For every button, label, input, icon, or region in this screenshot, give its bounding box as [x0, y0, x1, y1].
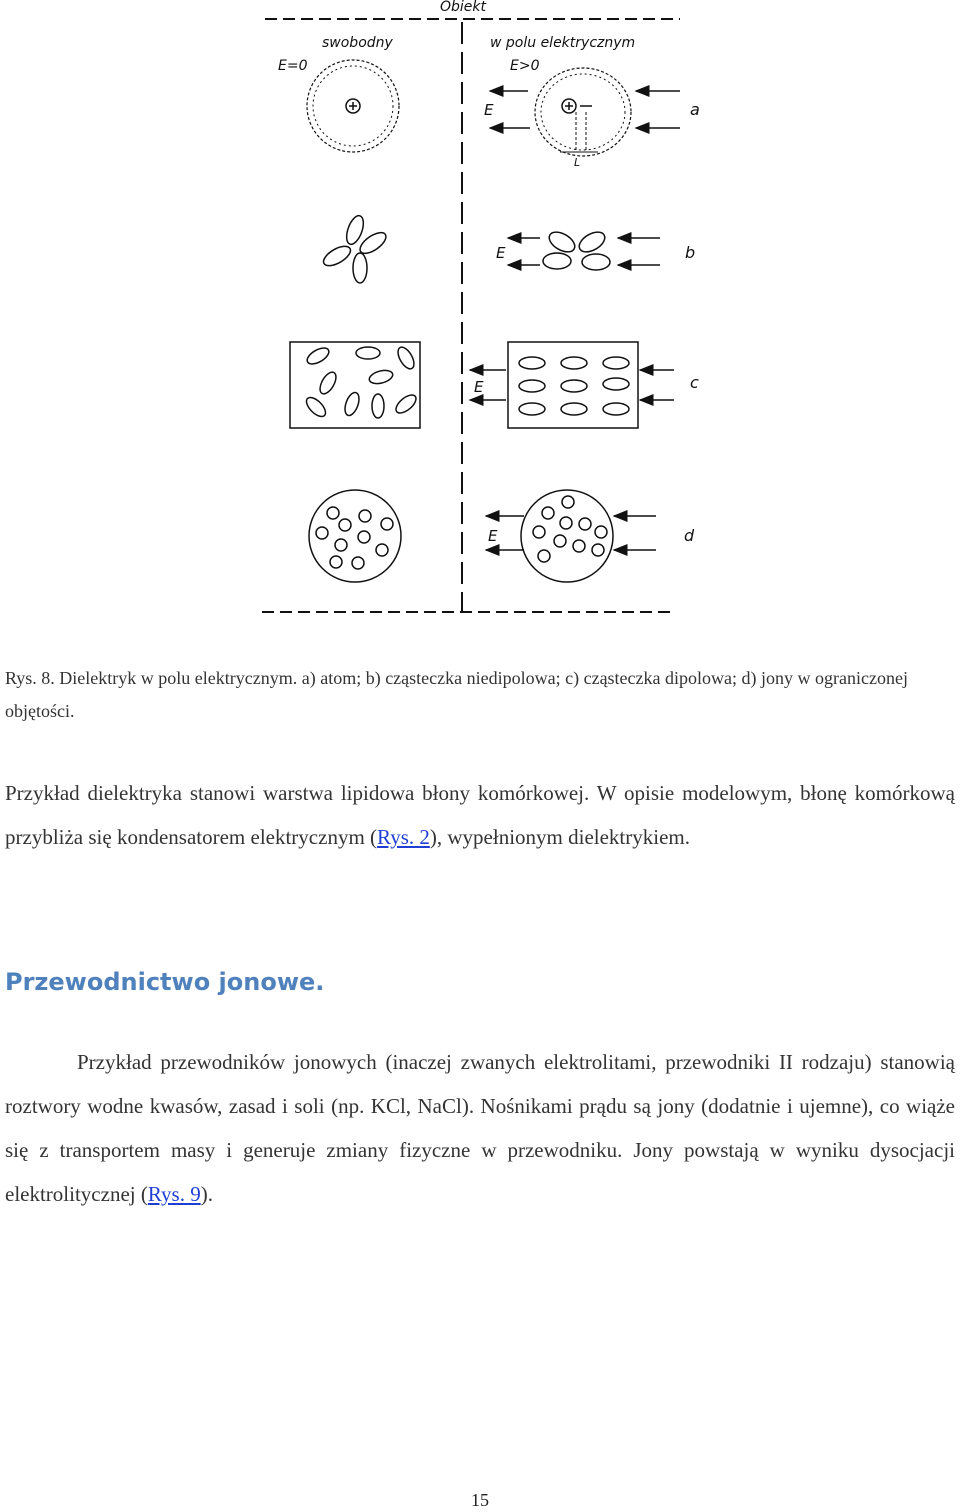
electron-cloud-shifted-inner [541, 74, 625, 150]
row-label-c: c [690, 373, 699, 392]
paragraph-ionic-end: ). [200, 1182, 213, 1206]
right-title: w polu elektrycznym [490, 35, 636, 51]
paragraph-dielectric-text: Przykład dielektryka stanowi warstwa lipidowa błony komórkowej. W opisie modelowym, błonę komórkową przybliża się kondensatorem elektrycznym ( [5, 781, 955, 849]
e-zero-label: E=0 [278, 58, 308, 74]
row-d-ions [309, 490, 656, 582]
electron-cloud-shifted [535, 68, 631, 156]
header-label: Obiekt [440, 0, 487, 15]
paragraph-ionic [5, 1040, 955, 1216]
e-positive-label: E>0 [510, 58, 540, 74]
row-a-atom [307, 60, 700, 169]
figure-2-link[interactable]: Rys. 2 [377, 825, 430, 849]
row-b-nonpolar [321, 214, 660, 283]
paragraph-dielectric-end: ), wypełnionym dielektrykiem. [429, 825, 690, 849]
field-label-d: E [488, 527, 498, 545]
length-label: L [574, 156, 581, 169]
left-title: swobodny [322, 35, 393, 51]
row-label-b: b [685, 243, 696, 262]
page-number: 15 [471, 1490, 489, 1510]
row-label-a: a [690, 100, 700, 119]
field-label-c: E [474, 378, 484, 396]
dielectric-diagram [0, 0, 960, 625]
field-label-b: E [496, 244, 506, 262]
section-heading: Przewodnictwo jonowe. [5, 968, 325, 996]
paragraph-dielectric [5, 771, 955, 859]
row-label-d: d [684, 526, 695, 545]
dielectric-figure [0, 0, 960, 625]
field-label-a: E [484, 101, 494, 119]
figure-9-link[interactable]: Rys. 9 [147, 1182, 201, 1206]
paragraph-ionic-text: Przykład przewodników jonowych (inaczej zwanych elektrolitami, przewodniki II rodzaju) stanowią roztwory wodne kwasów, zasad i soli (np. KCl, NaCl). Nośnikami prądu są jony (dodatnie i ujemne), co wiąże się z transportem masy i generuje zmiany fizyczne w przewodniku. Jony powstają w wyniku dysocjacji elektrolitycznej ( [5, 1050, 955, 1206]
figure-caption: Rys. 8. Dielektryk w polu elektrycznym. a) atom; b) cząsteczka niedipolowa; c) cząsteczka dipolowa; d) jony w ograniczonej objętości. [5, 668, 908, 721]
